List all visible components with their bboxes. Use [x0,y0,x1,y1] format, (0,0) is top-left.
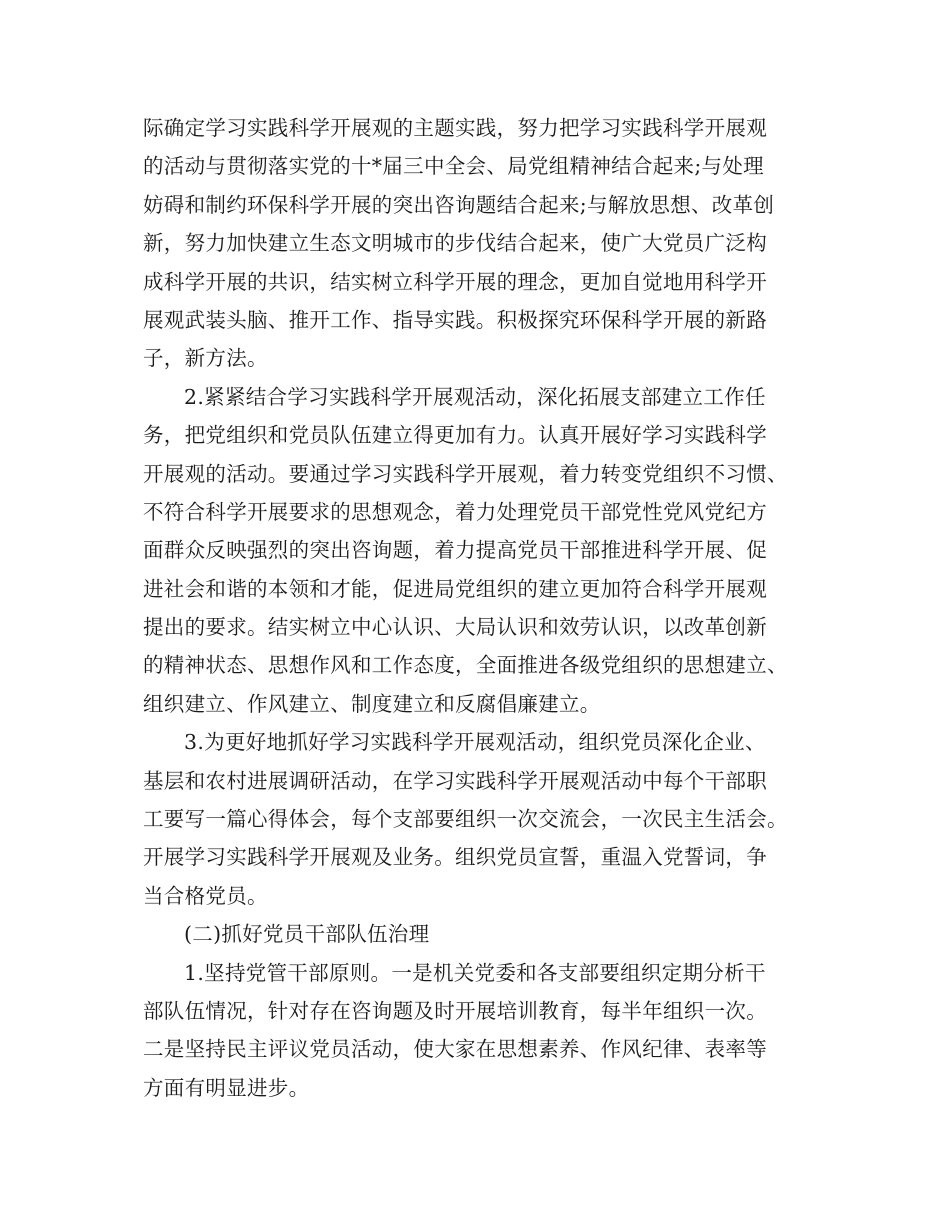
text-line: 成科学开展的共识，结实树立科学开展的理念，更加自觉地用科学开 [143,269,767,294]
text-line: 的活动与贯彻落实党的十*届三中全会、局党组精神结合起来;与处理 [143,154,764,179]
text-line: 进社会和谐的本领和才能，促进局党组织的建立更加符合科学开展观 [143,576,767,601]
text-line: 的精神状态、思想作风和工作态度，全面推进各级党组织的思想建立、 [143,653,788,678]
text-line: 展观武装头脑、推开工作、指导实践。积极探究环保科学开展的新路 [143,307,767,332]
text-line: 组织建立、作风建立、制度建立和反腐倡廉建立。 [143,691,601,716]
document-body [143,109,863,1107]
text-line: 方面有明显进步。 [143,1075,310,1100]
paragraph-4-first-line: 1.坚持党管干部原则。一是机关党委和各支部要组织定期分析干 [184,960,766,985]
text-line: 提出的要求。结实树立中心认识、大局认识和效劳认识，以改革创新 [143,615,767,640]
text-line: 务，把党组织和党员队伍建立得更加有力。认真开展好学习实践科学 [143,423,767,448]
text-line: 当合格党员。 [143,883,268,908]
text-line: 开展学习实践科学开展观及业务。组织党员宣誓，重温入党誓词，争 [143,845,767,870]
text-line: 面群众反映强烈的突出咨询题，着力提高党员干部推进科学开展、促 [143,538,767,563]
paragraph-2-first-line: 2.紧紧结合学习实践科学开展观活动，深化拓展支部建立工作任 [184,384,766,409]
text-line: 际确定学习实践科学开展观的主题实践，努力把学习实践科学开展观 [143,116,767,140]
text-line: 妨碍和制约环保科学开展的突出咨询题结合起来;与解放思想、改革创 [143,192,775,217]
text-line: 工要写一篇心得体会，每个支部要组织一次交流会，一次民主生活会。 [143,807,788,832]
paragraph-3-first-line: 3.为更好地抓好学习实践科学开展观活动，组织党员深化企业、 [184,730,766,755]
text-line: 二是坚持民主评议党员活动，使大家在思想素养、作风纪律、表率等 [143,1037,767,1062]
text-line: 基层和农村进展调研活动，在学习实践科学开展观活动中每个干部职 [143,768,767,793]
text-line: 部队伍情况，针对存在咨询题及时开展培训教育，每半年组织一次。 [143,998,767,1023]
section-heading: (二)抓好党员干部队伍治理 [184,922,430,947]
text-line: 子，新方法。 [143,346,268,371]
text-line: 新，努力加快建立生态文明城市的步伐结合起来，使广大党员广泛构 [143,231,767,256]
text-line: 不符合科学开展要求的思想观念，着力处理党员干部党性党风党纪方 [143,499,767,524]
text-line: 开展观的活动。要通过学习实践科学开展观，着力转变党组织不习惯、 [143,461,788,486]
